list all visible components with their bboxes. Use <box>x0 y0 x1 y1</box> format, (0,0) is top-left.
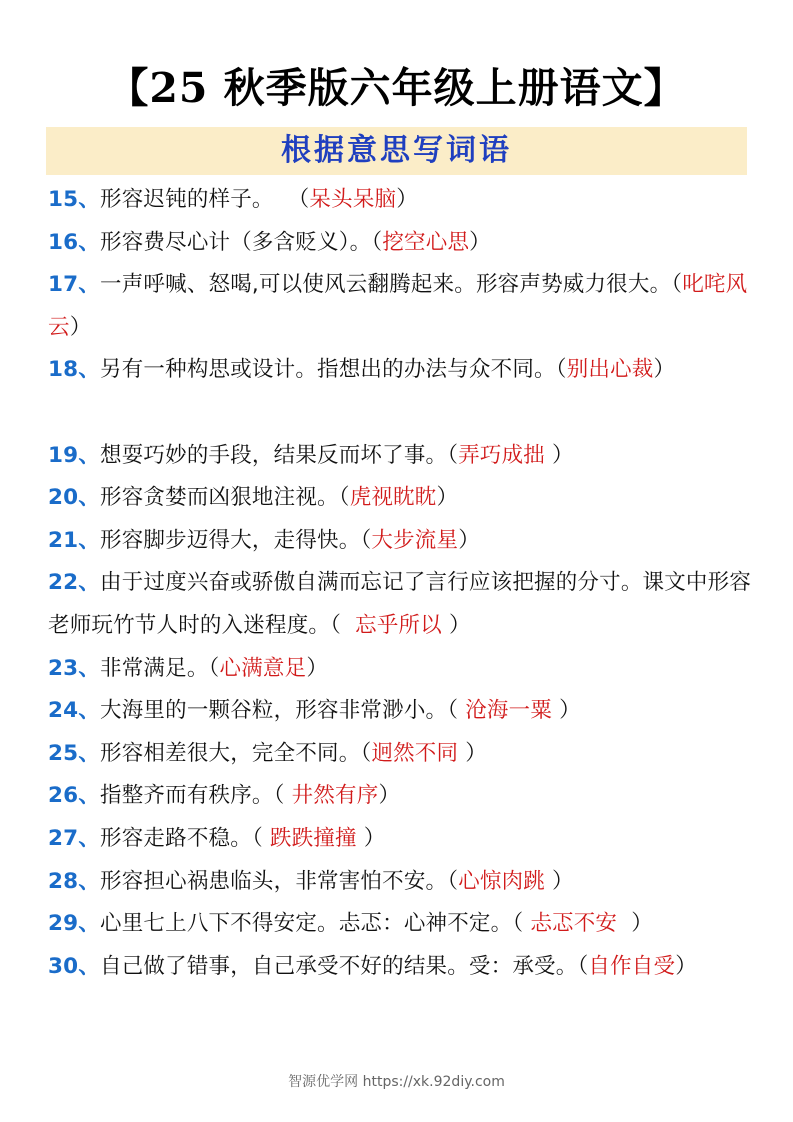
list-item <box>48 861 753 904</box>
close-paren: ） <box>653 357 676 383</box>
item-number: 19 <box>48 442 79 468</box>
list-item <box>48 903 753 946</box>
close-paren: ） <box>69 314 92 340</box>
open-paren: （ <box>555 357 567 383</box>
item-separator: 、 <box>78 783 101 809</box>
item-number: 22 <box>48 570 79 596</box>
close-paren: ） <box>306 655 329 681</box>
item-separator: 、 <box>78 953 101 979</box>
item-separator: 、 <box>78 357 101 383</box>
list-item <box>48 690 753 733</box>
close-paren: ） <box>458 740 487 766</box>
list-item <box>48 179 753 222</box>
item-text: 非常满足。 <box>100 655 209 681</box>
item-number: 18 <box>48 357 79 383</box>
item-answer: 井然有序 <box>291 783 379 809</box>
item-list <box>48 179 753 988</box>
item-answer: 呆头呆脑 <box>309 187 397 212</box>
item-separator: 、 <box>78 527 101 553</box>
open-paren: （ <box>447 868 459 894</box>
list-item <box>48 222 753 265</box>
close-paren: ） <box>545 442 574 468</box>
list-item <box>48 435 753 478</box>
item-text: 形容迟钝的样子。 <box>100 187 274 212</box>
close-paren: ） <box>617 911 653 937</box>
open-paren: （ <box>512 911 531 937</box>
item-number: 15 <box>48 187 79 212</box>
open-paren: （ <box>447 442 459 468</box>
item-answer: 虎视眈眈 <box>349 485 437 511</box>
item-text: 一声呼喊、怒喝,可以使风云翻腾起来。形容声势威力很大。 <box>100 272 672 298</box>
open-paren: （ <box>577 953 589 979</box>
list-item <box>48 733 753 776</box>
item-text: 另有一种构思或设计。指想出的办法与众不同。 <box>100 357 556 383</box>
close-paren: ） <box>356 825 386 851</box>
footer-watermark: 智源优学网 https://xk.92diy.com <box>288 1074 505 1090</box>
item-answer: 大步流星 <box>371 527 459 553</box>
list-item <box>48 648 753 691</box>
item-answer: 忐忑不安 <box>530 911 618 937</box>
item-separator: 、 <box>78 187 101 212</box>
section-subtitle: 根据意思写词语 <box>281 133 512 168</box>
open-paren: （ <box>360 740 372 766</box>
item-text: 由于过度兴奋或骄傲自满而忘记了言行应该把握的分寸。课文中形容老师玩竹节人时的入迷程度。 <box>48 570 752 638</box>
item-text: 形容贪婪而凶狠地注视。 <box>100 485 339 511</box>
item-answer: 沧海一粟 <box>465 698 553 724</box>
item-answer: 别出心裁 <box>566 357 654 383</box>
open-paren: （ <box>330 612 356 638</box>
close-paren: ） <box>552 698 581 724</box>
item-text: 指整齐而有秩序。 <box>100 783 274 809</box>
page-title: 【25 秋季版六年级上册语文】 <box>107 64 686 112</box>
subtitle-band <box>46 127 747 175</box>
list-item <box>48 562 753 647</box>
item-text: 心里七上八下不得安定。忐忑：心神不定。 <box>100 911 513 937</box>
item-separator: 、 <box>78 570 101 596</box>
close-paren: ） <box>436 485 459 511</box>
item-separator: 、 <box>78 442 101 468</box>
item-number: 21 <box>48 527 79 553</box>
close-paren: ） <box>469 229 491 255</box>
close-paren: ） <box>675 953 697 979</box>
item-number: 17 <box>48 272 79 298</box>
open-paren: （ <box>208 655 220 681</box>
list-item <box>48 775 753 818</box>
item-text: 形容脚步迈得大，走得快。 <box>100 527 361 553</box>
item-answer: 忘乎所以 <box>355 612 442 638</box>
list-item <box>48 520 753 563</box>
item-text: 形容费尽心计（多含贬义）。 <box>100 229 372 255</box>
item-number: 20 <box>48 485 79 511</box>
list-item <box>48 349 753 392</box>
open-paren: （ <box>338 485 350 511</box>
item-separator: 、 <box>78 229 101 255</box>
item-number: 30 <box>48 953 79 979</box>
item-separator: 、 <box>78 485 101 511</box>
item-number: 27 <box>48 825 79 851</box>
close-paren: ） <box>458 527 480 553</box>
close-paren: ） <box>396 187 418 212</box>
item-answer: 挖空心思 <box>382 229 470 255</box>
item-number: 29 <box>48 911 79 937</box>
item-separator: 、 <box>78 272 101 298</box>
open-paren: （ <box>273 187 310 212</box>
item-number: 26 <box>48 783 79 809</box>
close-paren: ） <box>378 783 401 809</box>
item-text: 想耍巧妙的手段，结果反而坏了事。 <box>100 442 448 468</box>
item-separator: 、 <box>78 698 101 724</box>
close-paren: ） <box>441 612 471 638</box>
list-item <box>48 818 753 861</box>
item-text: 形容走路不稳。 <box>100 825 252 851</box>
item-answer: 跌跌撞撞 <box>269 825 357 851</box>
item-text: 形容相差很大，完全不同。 <box>100 740 361 766</box>
item-text: 自己做了错事，自己承受不好的结果。受：承受。 <box>100 953 578 979</box>
item-number: 23 <box>48 655 79 681</box>
item-separator: 、 <box>78 868 101 894</box>
item-number: 25 <box>48 740 79 766</box>
open-paren: （ <box>360 527 372 553</box>
list-item <box>48 946 753 989</box>
item-separator: 、 <box>78 740 101 766</box>
open-paren: （ <box>447 698 466 724</box>
item-separator: 、 <box>78 655 101 681</box>
item-answer: 叱咤风云 <box>48 272 748 340</box>
item-separator: 、 <box>78 825 101 851</box>
close-paren: ） <box>545 868 574 894</box>
item-number: 16 <box>48 229 79 255</box>
item-answer: 弄巧成拙 <box>458 442 545 468</box>
open-paren: （ <box>371 229 383 255</box>
list-item <box>48 477 753 520</box>
open-paren: （ <box>251 825 270 851</box>
item-answer: 心惊肉跳 <box>458 868 545 894</box>
item-answer: 心满意足 <box>219 655 307 681</box>
item-separator: 、 <box>78 911 101 937</box>
item-number: 24 <box>48 698 79 724</box>
open-paren: （ <box>671 272 683 298</box>
item-answer: 自作自受 <box>588 953 676 979</box>
item-text: 形容担心祸患临头，非常害怕不安。 <box>100 868 448 894</box>
open-paren: （ <box>273 783 292 809</box>
item-answer: 迥然不同 <box>371 740 459 766</box>
item-text: 大海里的一颗谷粒，形容非常渺小。 <box>100 698 448 724</box>
list-item <box>48 264 753 349</box>
item-number: 28 <box>48 868 79 894</box>
